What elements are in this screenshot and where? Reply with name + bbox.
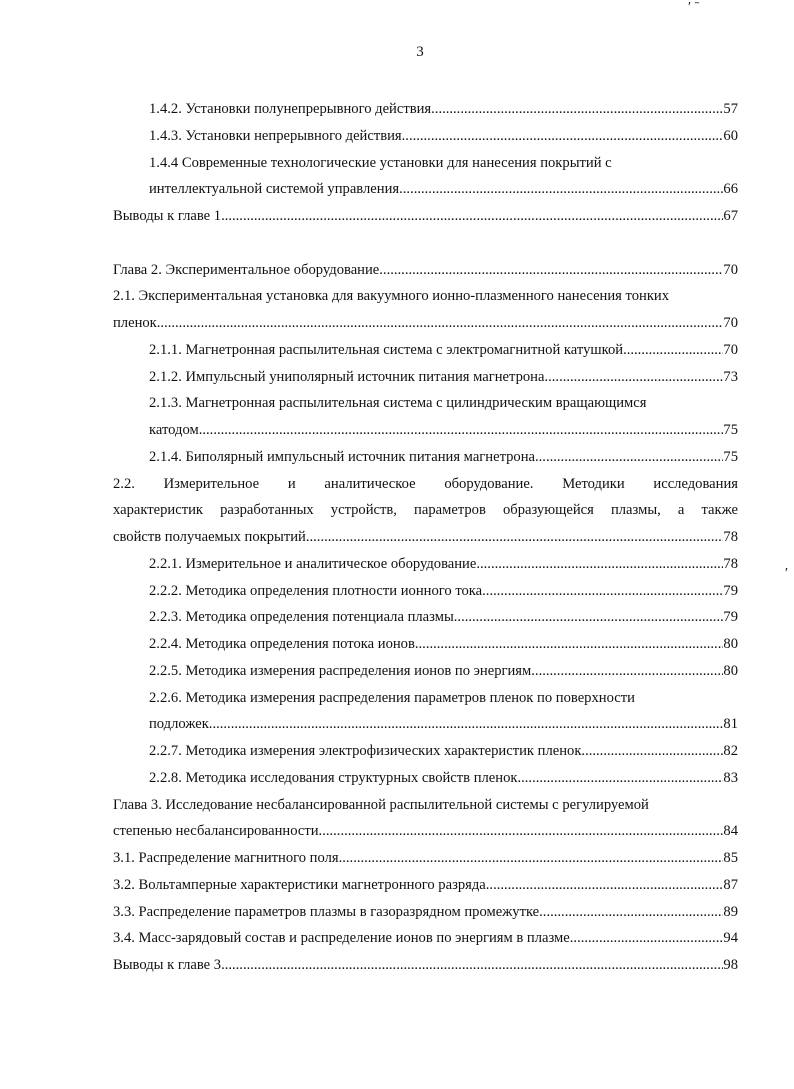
toc-entry xyxy=(113,604,738,631)
toc-entry-title: 2.2.8. Методика исследования структурных свойств пленок xyxy=(149,769,518,786)
toc-entry xyxy=(113,283,738,337)
toc-page-number: 79 xyxy=(723,609,738,626)
toc-page-number: 84 xyxy=(723,823,738,840)
toc-entry-line: 2.1.3. Магнетронная распылительная система с цилиндрическим вращающимся xyxy=(149,395,647,412)
toc-entry-title: 2.1.2. Импульсный униполярный источник питания магнетрона xyxy=(149,368,545,385)
toc-page-number: 78 xyxy=(723,555,738,572)
toc-page-number: 81 xyxy=(723,716,738,733)
toc-entry xyxy=(113,872,738,899)
toc-page-number: 79 xyxy=(723,582,738,599)
toc-page-number: 73 xyxy=(723,368,738,385)
toc-entry xyxy=(113,150,738,204)
dot-leader xyxy=(531,658,723,685)
toc-page-number: 83 xyxy=(723,769,738,786)
toc-page-number: 57 xyxy=(723,101,738,117)
scan-mark: ′ ˉ xyxy=(688,0,700,15)
toc-entry xyxy=(113,685,738,739)
toc-entry-title: 2.2.4. Методика определения потока ионов xyxy=(149,636,415,652)
dot-leader xyxy=(221,952,723,979)
toc-page-number: 85 xyxy=(723,850,738,866)
dot-leader xyxy=(402,123,724,150)
toc-page-number: 70 xyxy=(723,261,738,278)
dot-leader xyxy=(535,444,723,471)
toc-entry xyxy=(113,257,738,284)
toc-entry-line: характеристик разработанных устройств, параметров образующейся плазмы, а также xyxy=(113,502,738,519)
dot-leader xyxy=(486,872,724,899)
dot-leader xyxy=(517,765,723,792)
toc-entry xyxy=(113,845,738,872)
toc-page-number: 75 xyxy=(723,448,738,465)
toc-page-number: 75 xyxy=(723,422,738,438)
toc-entry xyxy=(113,658,738,685)
toc-entry xyxy=(113,123,738,150)
toc-entry xyxy=(113,738,738,765)
dot-leader xyxy=(623,337,723,364)
dot-leader xyxy=(157,310,724,337)
toc-entry-title: 2.2.7. Методика измерения электрофизических характеристик пленок xyxy=(149,743,582,759)
toc-entry-title: 2.2.2. Методика определения плотности ионного тока xyxy=(149,582,483,599)
toc-entry-title: 1.4.3. Установки непрерывного действия xyxy=(149,127,402,144)
toc-entry-title: Глава 2. Экспериментальное оборудование xyxy=(113,261,380,278)
toc-entry-title: 1.4.2. Установки полунепрерывного действия xyxy=(149,101,432,117)
dot-leader xyxy=(221,203,723,230)
toc-entry-title: 2.2.5. Методика измерения распределения ионов по энергиям xyxy=(149,662,532,679)
toc-entry-title: 3.1. Распределение магнитного поля xyxy=(113,850,339,866)
scan-mark: ′ xyxy=(785,566,789,581)
toc-entry-title: катодом xyxy=(149,422,199,438)
toc-entry-line: 1.4.4 Современные технологические установки для нанесения покрытий с xyxy=(149,154,612,171)
dot-leader xyxy=(454,604,724,631)
toc-entry-title: пленок xyxy=(113,315,157,331)
dot-leader xyxy=(199,417,724,444)
toc-page-number: 87 xyxy=(723,876,738,893)
toc-entry xyxy=(113,925,738,952)
table-of-contents xyxy=(113,96,738,979)
toc-entry-line: Глава 3. Исследование несбалансированной распылительной системы с регулируемой xyxy=(113,796,649,813)
dot-leader xyxy=(319,818,724,845)
toc-entry-title: 2.2.3. Методика определения потенциала плазмы xyxy=(149,609,454,626)
toc-entry xyxy=(113,96,738,123)
toc-entry-title: подложек xyxy=(149,716,209,733)
dot-leader xyxy=(539,899,723,926)
toc-entry xyxy=(113,444,738,471)
toc-page-number: 80 xyxy=(723,636,738,652)
toc-page-number: 98 xyxy=(723,957,738,973)
toc-entry xyxy=(113,364,738,391)
dot-leader xyxy=(399,176,723,203)
toc-entry-title: 2.1.4. Биполярный импульсный источник питания магнетрона xyxy=(149,448,535,465)
dot-leader xyxy=(581,738,723,765)
toc-entry-title: 3.3. Распределение параметров плазмы в газоразрядном промежутке xyxy=(113,903,540,920)
toc-entry-title: 3.2. Вольтамперные характеристики магнетронного разряда xyxy=(113,876,486,893)
toc-page-number: 94 xyxy=(723,930,738,947)
toc-entry-title: степенью несбалансированности xyxy=(113,823,319,840)
toc-entry-title: 2.2.1. Измерительное и аналитическое оборудование xyxy=(149,555,477,572)
toc-entry-line: 2.2. Измерительное и аналитическое оборудование. Методики исследования xyxy=(113,475,738,492)
toc-entry xyxy=(113,471,738,551)
dot-leader xyxy=(339,845,724,872)
toc-entry xyxy=(113,792,738,846)
toc-entry-line: 2.1. Экспериментальная установка для вакуумного ионно-плазменного нанесения тонких xyxy=(113,288,670,305)
dot-leader xyxy=(544,364,723,391)
toc-entry xyxy=(113,899,738,926)
toc-page-number: 70 xyxy=(723,315,738,331)
toc-page-number: 80 xyxy=(723,662,738,679)
toc-entry xyxy=(113,578,738,605)
toc-entry xyxy=(113,765,738,792)
dot-leader xyxy=(570,925,724,952)
toc-page-number: 70 xyxy=(723,341,738,358)
dot-leader xyxy=(306,524,724,551)
page-number: 3 xyxy=(416,44,424,60)
toc-page-number: 89 xyxy=(723,903,738,920)
dot-leader xyxy=(482,578,723,605)
toc-entry-line: 2.2.6. Методика измерения распределения параметров пленок по поверхности xyxy=(149,689,635,706)
toc-page-number: 78 xyxy=(723,529,738,545)
toc-entry xyxy=(113,551,738,578)
toc-page-number: 82 xyxy=(723,743,738,759)
toc-entry xyxy=(113,337,738,364)
dot-leader xyxy=(415,631,724,658)
toc-entry-title: Выводы к главе 1 xyxy=(113,208,222,224)
toc-entry-title: 2.1.1. Магнетронная распылительная система с электромагнитной катушкой xyxy=(149,341,624,358)
dot-leader xyxy=(209,711,724,738)
toc-entry xyxy=(113,952,738,979)
dot-leader xyxy=(431,96,723,123)
dot-leader xyxy=(476,551,723,578)
toc-entry-title: 3.4. Масс-зарядовый состав и распределение ионов по энергиям в плазме xyxy=(113,930,570,947)
toc-entry-title: интеллектуальной системой управления xyxy=(149,181,400,198)
toc-entry xyxy=(113,390,738,444)
toc-entry xyxy=(113,203,738,230)
toc-entry-title: свойств получаемых покрытий xyxy=(113,529,306,545)
toc-page-number: 60 xyxy=(723,127,738,144)
toc-entry-title: Выводы к главе 3 xyxy=(113,957,222,973)
toc-page-number: 67 xyxy=(723,208,738,224)
toc-page-number: 66 xyxy=(723,181,738,198)
dot-leader xyxy=(379,257,723,284)
toc-entry xyxy=(113,631,738,658)
